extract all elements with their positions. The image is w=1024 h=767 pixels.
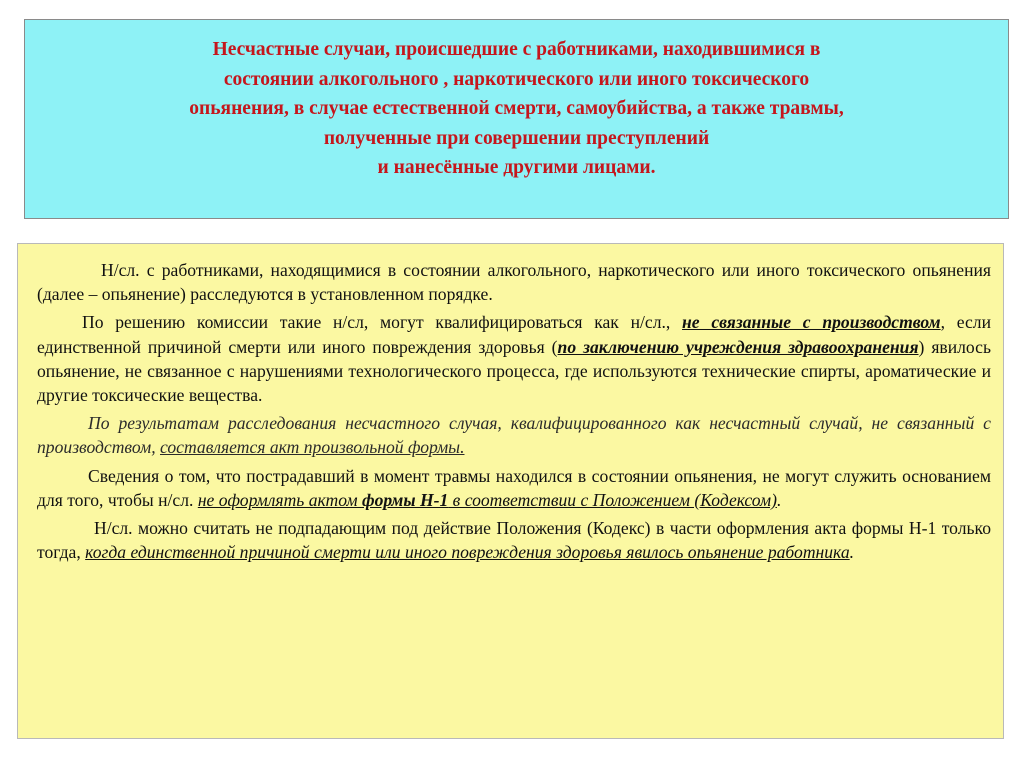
p2-start: По решению комиссии такие н/сл, могут квалифицироваться как н/сл., [82,312,683,333]
title-line-2: состоянии алкогольного , наркотического или иного токсического [223,68,810,90]
title-line-5: и нанесённые другими лицами. [377,157,656,178]
p4-emphasis-b: формы Н-1 [361,489,449,510]
p4-emphasis-a: не оформлять актом [197,489,362,510]
paragraph-1: Н/сл. с работниками, находящимися в состоянии алкогольного, наркотического или иного токсического опьянения (далее – опьянение) расследуются в установленном порядке. [37,260,991,305]
paragraph-2 [37,310,991,407]
p5-start: Н/сл. можно считать не подпадающим под действие Положения (Кодекс) в части оформления акта формы Н-1 только тогда, [37,518,991,563]
p2-end: ) явилось опьянение, не связанное с нарушениями технологического процесса, где используются технические спирты, ароматические и другие токсические вещества. [37,336,991,406]
p3-start: По результатам расследования несчастного случая, квалифицированного как несчастный случай, не связанный с производством, [37,413,991,458]
p2-emphasis-2: по заключению учреждения здравоохранения [557,336,919,357]
title-box [24,19,1009,219]
body-box [17,243,1004,739]
p5-emphasis: когда единственной причиной смерти или иного повреждения здоровья явилось опьянение работника [85,542,850,563]
p2-emphasis: не связанные с производством [682,312,941,333]
title-line-3: опьянения, в случае естественной смерти, самоубийства, а также травмы, [189,98,844,119]
p4-end: . [776,489,782,510]
p5-end: . [849,542,855,563]
title-line-1: Несчастные случаи, происшедшие с работниками, находившимися в [212,39,821,60]
p3-emphasis: составляется акт произвольной формы. [160,437,465,458]
title-line-4: полученные при совершении преступлений [323,127,710,149]
paragraph-5 [37,516,991,564]
p4-emphasis-c: в соответствии с Положением (Кодексом) [448,489,777,510]
p2-mid: , если единственной причиной смерти или иного повреждения здоровья ( [37,312,992,357]
paragraph-3 [37,411,991,459]
p4-start: Сведения о том, что пострадавший в момент травмы находился в состоянии опьянения, не могут служить основанием для того, чтобы н/сл. [37,465,991,510]
paragraph-4 [37,464,991,512]
